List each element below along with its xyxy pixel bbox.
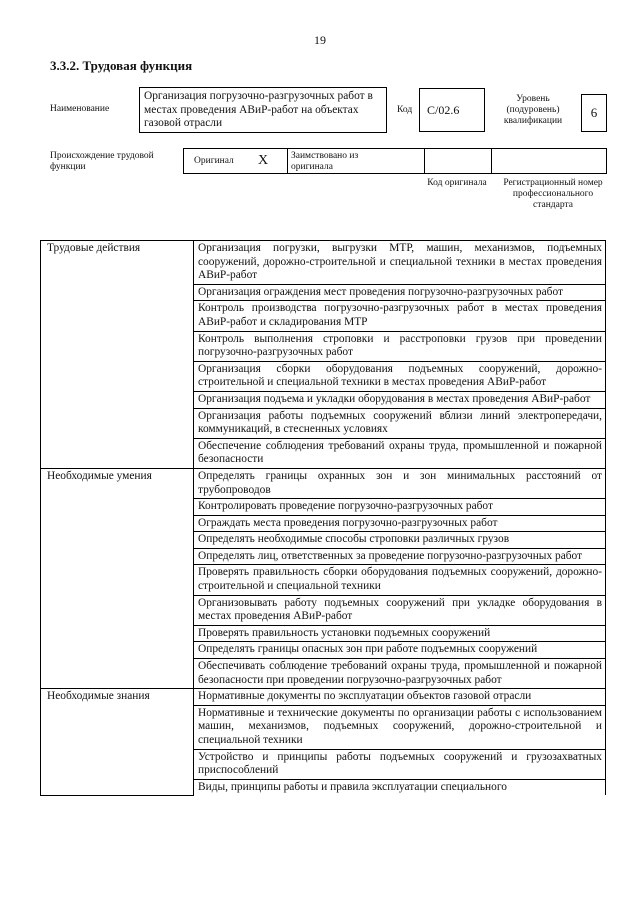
table-cell: Организация сборки оборудования подъемных сооружений, дорожно-строительной и специальной техники в местах проведения АВиР-работ <box>194 361 606 391</box>
code-value: C/02.6 <box>427 102 460 117</box>
table-cell: Контроль выполнения строповки и расстроповки грузов при проведении погрузочно-разгрузочных работ <box>194 331 606 361</box>
reg-number-caption: Регистрационный номер профессионального стандарта <box>503 178 603 210</box>
table-cell: Организация работы подъемных сооружений вблизи линий электропередачи, коммуникаций, в стесненных условиях <box>194 408 606 438</box>
origin-label: Происхождение трудовой функции <box>50 151 154 172</box>
table-cell: Организация подъема и укладки оборудования в местах проведения АВиР-работ <box>194 391 606 408</box>
original-mark: X <box>258 153 269 168</box>
origin-divider-1 <box>287 149 288 173</box>
table-row <box>41 241 606 285</box>
table-cell: Контролировать проведение погрузочно-разгрузочных работ <box>194 499 606 516</box>
function-details-table <box>40 240 606 796</box>
table-cell: Организация ограждения мест проведения погрузочно-разгрузочных работ <box>194 284 606 301</box>
table-cell: Определять границы опасных зон при работе подъемных сооружений <box>194 642 606 659</box>
table-cell: Проверять правильность сборки оборудования подъемных сооружений, дорожно-строительной и специальной техники <box>194 565 606 595</box>
name-value-box <box>139 87 387 133</box>
table-cell: Обеспечение соблюдения требований охраны труда, промышленной и пожарной безопасности <box>194 438 606 468</box>
section-title: 3.3.2. Трудовая функция <box>50 58 193 73</box>
table-row <box>41 468 606 498</box>
name-label: Наименование <box>50 104 110 114</box>
code-value-box <box>419 88 485 132</box>
table-cell: Устройство и принципы работы подъемных сооружений и грузозахватных приспособлений <box>194 749 606 779</box>
group-title: Трудовые действия <box>41 241 194 469</box>
name-value: Организация погрузочно-разгрузочных работ в местах проведения АВиР-работ на объектах газовой отрасли <box>144 90 373 130</box>
table-row <box>41 689 606 706</box>
table-cell: Организация погрузки, выгрузки МТР, машин, механизмов, подъемных сооружений, дорожно-строительной и специальной техники в местах проведения АВиР-работ <box>194 241 606 285</box>
group-title: Необходимые умения <box>41 468 194 688</box>
borrowed-label: Заимствовано из оригинала <box>291 151 359 172</box>
level-value: 6 <box>590 105 598 120</box>
table-cell: Нормативные и технические документы по организации работы с использованием машин, механизмов, подъемных сооружений, дорожно-строительной и специальной техники <box>194 705 606 749</box>
level-label: Уровень (подуровень) квалификации <box>503 94 563 126</box>
original-label: Оригинал <box>194 156 234 166</box>
origin-divider-2 <box>424 149 425 173</box>
level-value-box <box>581 94 607 132</box>
table-cell: Определять необходимые способы строповки различных грузов <box>194 532 606 549</box>
code-label: Код <box>397 105 413 115</box>
table-cell: Проверять правильность установки подъемных сооружений <box>194 625 606 642</box>
table-cell: Ограждать места проведения погрузочно-разгрузочных работ <box>194 515 606 532</box>
table-cell: Определять границы охранных зон и зон минимальных расстояний от трубопроводов <box>194 468 606 498</box>
table-cell: Нормативные документы по эксплуатации объектов газовой отрасли <box>194 689 606 706</box>
origin-row <box>183 148 607 174</box>
origin-divider-3 <box>491 149 492 173</box>
table-cell: Обеспечивать соблюдение требований охраны труда, промышленной и пожарной безопасности при проведении погрузочно-разгрузочных работ <box>194 659 606 689</box>
table-cell: Контроль производства погрузочно-разгрузочных работ в местах проведения АВиР-работ и складирования МТР <box>194 301 606 331</box>
origin-code-caption: Код оригинала <box>427 178 487 188</box>
group-title: Необходимые знания <box>41 689 194 796</box>
table-cell: Виды, принципы работы и правила эксплуатации специального <box>194 779 606 795</box>
table-cell: Определять лиц, ответственных за проведение погрузочно-разгрузочных работ <box>194 548 606 565</box>
page-number: 19 <box>314 33 326 47</box>
table-cell: Организовывать работу подъемных сооружений при укладке оборудования в местах проведения АВиР-работ <box>194 595 606 625</box>
